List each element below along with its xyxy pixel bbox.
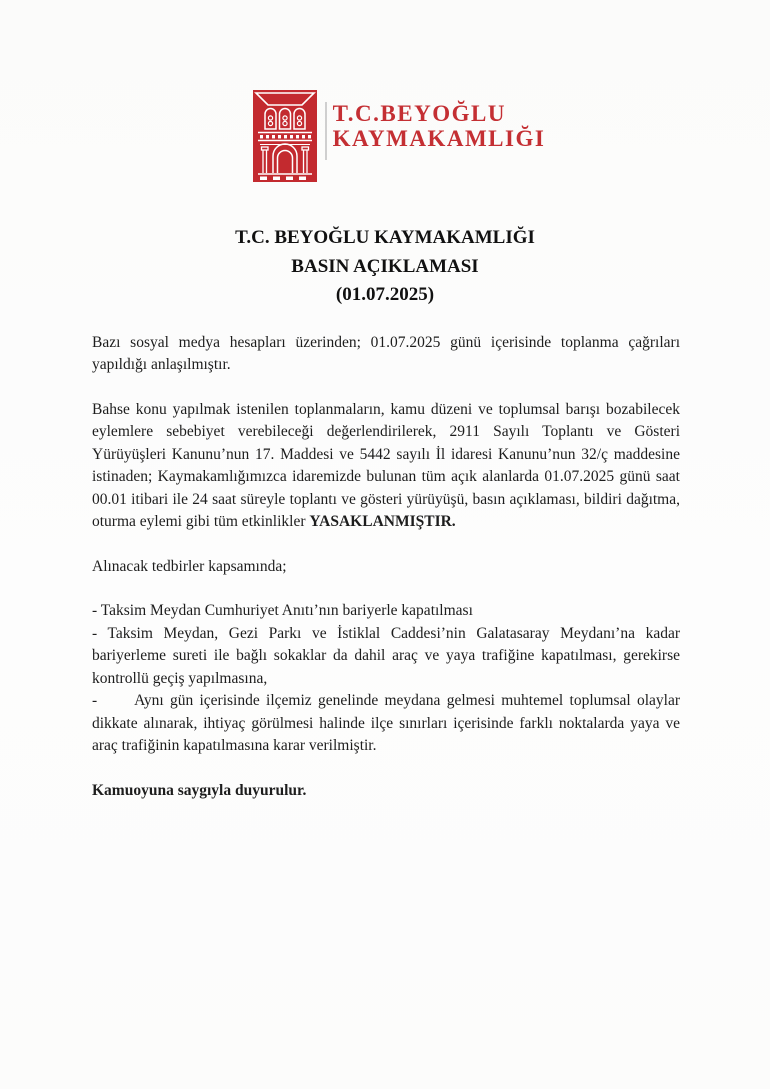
paragraph-ban <box>92 399 680 534</box>
logo-org-name <box>333 101 546 151</box>
ban-emphasis: YASAKLANMIŞTIR. <box>309 513 456 530</box>
title-line-organization: T.C. BEYOĞLU KAYMAKAMLIĞI <box>235 227 535 248</box>
logo-divider <box>325 102 327 160</box>
letterhead <box>14 90 770 182</box>
logo-org-name-line1: T.C.BEYOĞLU <box>332 101 506 126</box>
title-line-date: (01.07.2025) <box>335 284 435 305</box>
measure-item-2: - Taksim Meydan, Gezi Parkı ve İstiklal Caddesi’nin Galatasaray Meydanı’na kadar bariyerleme sureti ile bağlı sokaklar da dahil araç ve yaya trafiğine kapatılması, gerekirse kontrollü geçiş yapılmasına, <box>92 624 680 687</box>
closing-statement <box>92 780 680 803</box>
government-building-icon <box>253 90 317 182</box>
paragraph-measures-lead: Alınacak tedbirler kapsamında; <box>92 557 287 575</box>
measures-list <box>92 600 680 758</box>
title-line-type: BASIN AÇIKLAMASI <box>291 255 479 277</box>
measure-item-3: - Aynı gün içerisinde ilçemiz genelinde meydana gelmesi muhtemel toplumsal olaylar dikkate alınarak, ihtiyaç görülmesi halinde ilçe sınırları içerisinde farklı noktalarda yaya ve araç trafiğinin kapatılmasına karar verilmiştir. <box>92 692 680 754</box>
measure-item-1: - Taksim Meydan Cumhuriyet Anıtı’nın bariyerle kapatılması <box>92 602 473 619</box>
document-body <box>92 332 680 803</box>
document-title <box>0 224 770 310</box>
closing-statement-text: Kamuoyuna saygıyla duyurulur. <box>92 781 307 799</box>
paragraph-intro: Bazı sosyal medya hesapları üzerinden; 01.07.2025 günü içerisinde toplanma çağrıları yapıldığı anlaşılmıştır. <box>92 333 680 373</box>
logo-org-name-line2: KAYMAKAMLIĞI <box>332 126 546 151</box>
paragraph-ban-text: Bahse konu yapılmak istenilen toplanmaların, kamu düzeni ve toplumsal barışı bozabilecek eylemlere sebebiyet verebileceği değerlendirilerek, 2911 Sayılı Toplantı ve Gösteri Yürüyüşleri Kanunu’nun 17. Maddesi ve 5442 sayılı İl idaresi Kanunu’nun 32/ç maddesine istinaden; Kaymakamlığımızca idaremizde bulunan tüm açık alanlarda 01.07.2025 günü saat 00.01 itibari ile 24 saat süreyle toplantı ve gösteri yürüyüşü, basın açıklaması, bildiri dağıtma, oturma eylemi gibi tüm etkinlikler <box>92 400 680 530</box>
